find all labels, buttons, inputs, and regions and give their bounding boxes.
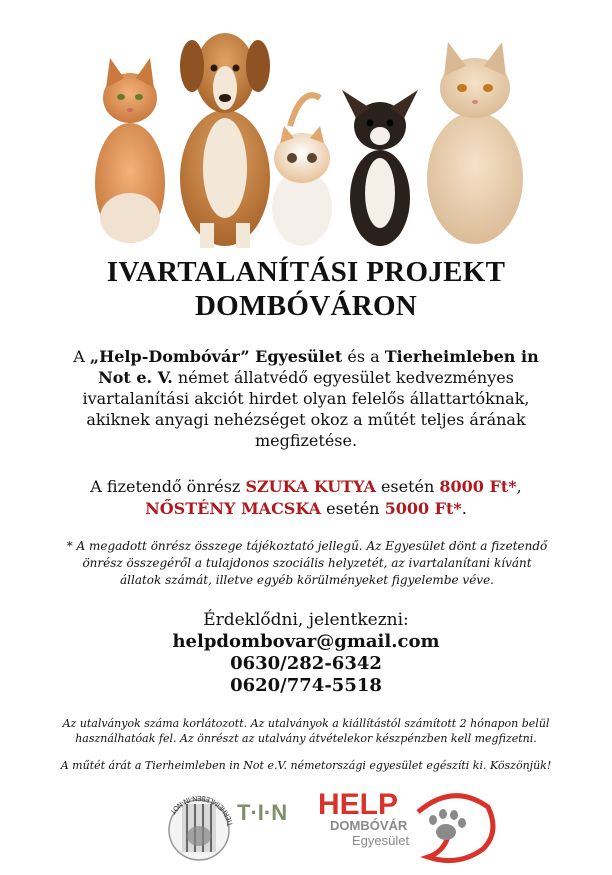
thanks-text: A műtét árát a Tierheimleben in Not e.V. németországi egyesület egészíti ki. Köszönjük!: [60, 759, 552, 772]
price-note: * A megadott önrész összege tájékoztató jellegű. Az Egyesület dönt a fizetendő önrész összegéről a tulajdonos szociális helyzetét, az ivartalanítani kívánt állatok számát, illetve egyéb körülményeket figyelembe véve.: [66, 539, 548, 587]
logos-row: [0, 782, 612, 872]
contact-phone-2[interactable]: 0620/774-5518: [230, 675, 382, 696]
contact-block: [0, 609, 612, 697]
help-sub-2: Egyesület: [352, 833, 410, 848]
cat-label: NŐSTÉNY MACSKA: [145, 499, 322, 518]
org-help-dombovar: „Help-Dombóvár” Egyesület: [89, 347, 343, 366]
tin-logo: [168, 794, 287, 860]
heart-swoosh-icon: [418, 796, 493, 861]
chihuahua: [342, 90, 418, 246]
intro-paragraph: A „Help-Dombóvár” Egyesület és a Tierheimleben in Not e. V. német állatvédő egyesület kedvezményes ivartalanítási akciót hirdet olyan felelős állattartóknak, akiknek anyagi nehézséget okoz a műtét teljes árának megfizetése.: [73, 347, 539, 450]
help-word: HELP: [318, 788, 399, 821]
exotic-cat: [272, 95, 332, 246]
help-sub-1: DOMBÓVÁR: [330, 818, 408, 833]
brown-dog: [180, 33, 270, 248]
cat-price: 5000 Ft*: [384, 499, 462, 518]
contact-phone-1[interactable]: 0630/282-6342: [230, 653, 382, 674]
tin-text: T·I·N: [237, 800, 288, 825]
contact-email[interactable]: helpdombovar@gmail.com: [172, 631, 440, 652]
price-paragraph: A fizetendő önrész SZUKA KUTYA esetén 8000 Ft*, NŐSTÉNY MACSKA esetén 5000 Ft*.: [90, 477, 522, 518]
orange-cat: [95, 58, 165, 243]
pets-photo: [80, 18, 530, 248]
contact-label: Érdeklődni, jelentkezni:: [203, 610, 409, 630]
dog-price: 8000 Ft*: [439, 477, 517, 496]
dog-label: SZUKA KUTYA: [245, 477, 376, 496]
tin-ring-text: TIERHEIMLEBEN-IN-NOT: [168, 793, 235, 827]
cream-cat: [427, 42, 523, 244]
paw-icon: [429, 809, 466, 840]
voucher-text: Az utalványok száma korlátozott. Az utalványok a kiállítástól számított 2 hónapon belül használhatóak fel. Az önrészt az utalvány átvételekor készpénzben kell megfizetni.: [62, 717, 550, 745]
org-tierheimleben: Tierheimleben in Not e. V.: [98, 347, 539, 387]
page-title: IVARTALANÍTÁSI PROJEKT DOMBÓVÁRON: [106, 256, 506, 322]
help-dombovar-logo: [318, 788, 493, 861]
